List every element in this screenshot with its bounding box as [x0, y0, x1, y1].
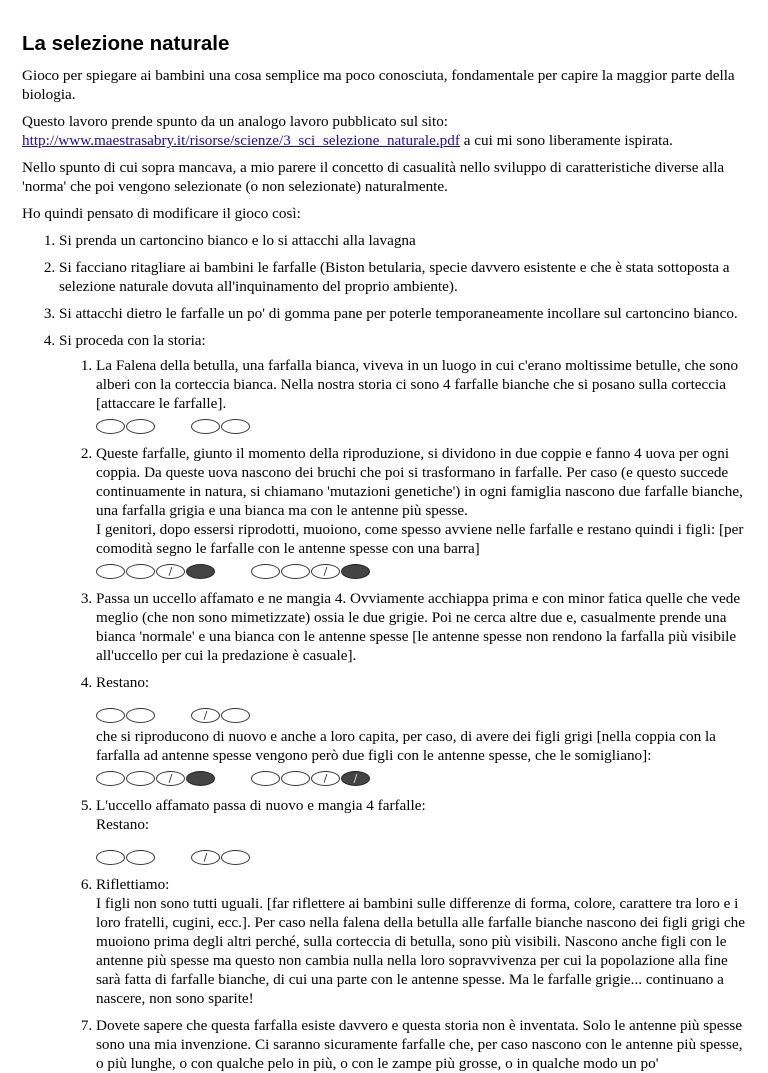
white-moth-icon: [281, 564, 310, 579]
steps-list: [22, 231, 746, 1073]
thick-antenna-mark: /: [168, 771, 173, 785]
white-moth-icon: [156, 771, 185, 786]
story-text: Restano:: [96, 816, 150, 833]
moth-group: [96, 771, 215, 786]
white-moth-icon: [221, 850, 250, 865]
source-text-before: Questo lavoro prende spunto da un analogo lavoro pubblicato sul sito:: [22, 113, 449, 130]
white-moth-icon: [126, 419, 155, 434]
moth-row: [96, 562, 746, 581]
story-item: [96, 444, 746, 581]
moth-group: [191, 850, 250, 865]
thick-antenna-mark: /: [353, 771, 358, 785]
moth-group: [251, 771, 370, 786]
story-item: [96, 1016, 746, 1073]
moth-group: [96, 564, 215, 579]
story-text: I figli non sono tutti uguali. [far riflettere ai bambini sulle differenze di forma, colore, carattere tra loro e i loro fratelli, cugini, ecc.]. Per caso nella falena della betulla alle farfalle bianche nascono dei figli grigi che muoiono prima degli altri perché, sulla corteccia di betulla, sono più visibili. Nascono anche figli con le antenne più spesse ma questo non cambia nulla nella loro sopravvivenza per cui la popolazione alla fine sarà fatta di farfalle bianche, di cui una parte con le antenne spesse. Ma le farfalle grigie... continuano a nascere, non sono sparite!: [96, 895, 745, 1007]
source-link[interactable]: http://www.maestrasabry.it/risorse/scienze/3_sci_selezione_naturale.pdf: [22, 132, 460, 149]
white-moth-icon: [96, 771, 125, 786]
thick-antenna-mark: /: [168, 564, 173, 578]
moth-group: [96, 850, 155, 865]
white-moth-icon: [126, 771, 155, 786]
step-item: 3. Si attacchi dietro le farfalle un po' di gomma pane per poterle temporaneamente incollare sul cartoncino bianco.: [59, 304, 746, 323]
source-paragraph: [22, 112, 746, 150]
story-text: 5. L'uccello affamato passa di nuovo e mangia 4 farfalle:: [96, 797, 426, 814]
step-item: [59, 331, 746, 1073]
story-list: [59, 356, 746, 1073]
story-item: [96, 356, 746, 436]
white-moth-icon: [191, 419, 220, 434]
story-item: [96, 796, 746, 867]
moth-group: [96, 419, 155, 434]
thick-antenna-mark: /: [323, 771, 328, 785]
grey-moth-icon: [186, 771, 215, 786]
white-moth-icon: [96, 708, 125, 723]
moth-group: [96, 708, 155, 723]
white-moth-icon: [126, 850, 155, 865]
white-moth-icon: [96, 850, 125, 865]
white-moth-icon: [221, 708, 250, 723]
grey-moth-icon: [186, 564, 215, 579]
story-text: I genitori, dopo essersi riprodotti, muoiono, come spesso avviene nelle farfalle e restano quindi i figli: [per comodità segno le farfalle con le antenne spesse con una barra]: [96, 521, 744, 557]
white-moth-icon: [156, 564, 185, 579]
source-text-after: a cui mi sono liberamente ispirata.: [459, 132, 673, 149]
white-moth-icon: [96, 419, 125, 434]
grey-moth-icon: [341, 564, 370, 579]
story-text: 6. Riflettiamo:: [96, 876, 170, 893]
moth-group: [191, 419, 250, 434]
story-item: [96, 875, 746, 1008]
white-moth-icon: [221, 419, 250, 434]
white-moth-icon: [281, 771, 310, 786]
moth-row: [96, 848, 746, 867]
intro-paragraph: Gioco per spiegare ai bambini una cosa semplice ma poco conosciuta, fondamentale per capire la maggior parte della biologia.: [22, 67, 735, 103]
story-text: 7. Dovete sapere che questa farfalla esiste davvero e questa storia non è inventata. Solo le antenne più spesse sono una mia invenzione. Ci saranno sicuramente farfalle che, per caso nascono con le antenne più spesse, o più lunghe, o con qualche pelo in più, o con le zampe più grosse, o in qualche modo un po': [96, 1017, 743, 1072]
thick-antenna-mark: /: [323, 564, 328, 578]
story-text: 2. Queste farfalle, giunto il momento della riproduzione, si dividono in due coppie e fanno 4 uova per ogni coppia. Da queste uova nascono dei bruchi che poi si trasformano in farfalle. Per caso (e questo succede continuamente in natura, si chiamano 'mutazioni genetiche') in ogni famiglia nascono due farfalle bianche, una farfalla grigia e una bianca ma con le antenne più spesse.: [96, 445, 743, 519]
step-label: Si proceda con la storia:: [59, 332, 206, 349]
page-title: La selezione naturale: [22, 32, 230, 55]
story-text: 4. Restano:: [96, 674, 150, 691]
white-moth-icon: [191, 708, 220, 723]
story-item: [96, 673, 746, 788]
white-moth-icon: [251, 564, 280, 579]
moth-group: [251, 564, 370, 579]
moth-row: [96, 706, 746, 725]
white-moth-icon: [251, 771, 280, 786]
thick-antenna-mark: /: [203, 850, 208, 864]
story-text: 1. La Falena della betulla, una farfalla bianca, viveva in un luogo in cui c'erano moltissime betulle, che sono alberi con la corteccia bianca. Nella nostra storia ci sono 4 farfalle bianche che si posano sulla corteccia [attaccare le farfalle].: [96, 357, 739, 412]
white-moth-icon: [96, 564, 125, 579]
story-text: 3. Passa un uccello affamato e ne mangia 4. Ovviamente acchiappa prima e con minor fatica quelle che vede meglio (che non sono mimetizzate) ossia le due grigie. Poi ne cerca altre due e, casualmente prende una bianca 'normale' e una bianca con le antenne spesse [le antenne spesse non rendono la farfalla più visibile all'uccello per cui la predazione è casuale].: [96, 590, 741, 664]
white-moth-icon: [311, 771, 340, 786]
white-moth-icon: [191, 850, 220, 865]
story-item: [96, 589, 746, 665]
context-paragraph: Nello spunto di cui sopra mancava, a mio parere il concetto di casualità nello sviluppo di caratteristiche diverse alla 'norma' che poi vengono selezionate (o non selezionate) naturalmente.: [22, 159, 725, 195]
white-moth-icon: [126, 564, 155, 579]
grey-moth-icon: [341, 771, 370, 786]
white-moth-icon: [311, 564, 340, 579]
thick-antenna-mark: /: [203, 708, 208, 722]
moth-row: [96, 769, 746, 788]
moth-row: [96, 417, 746, 436]
step-item: 2. Si facciano ritagliare ai bambini le farfalle (Biston betularia, specie davvero esistente e che è stata sottoposta a selezione naturale dovuta all'inquinamento del proprio ambiente).: [59, 258, 746, 296]
lead-paragraph: Ho quindi pensato di modificare il gioco così:: [22, 205, 301, 222]
story-text: che si riproducono di nuovo e anche a loro capita, per caso, di avere dei figli grigi [nella coppia con la farfalla ad antenne spesse vengono però due figli con le antenne spesse, che le somigliano]:: [96, 728, 716, 764]
white-moth-icon: [126, 708, 155, 723]
step-item: 1. Si prenda un cartoncino bianco e lo si attacchi alla lavagna: [59, 231, 746, 250]
moth-group: [191, 708, 250, 723]
